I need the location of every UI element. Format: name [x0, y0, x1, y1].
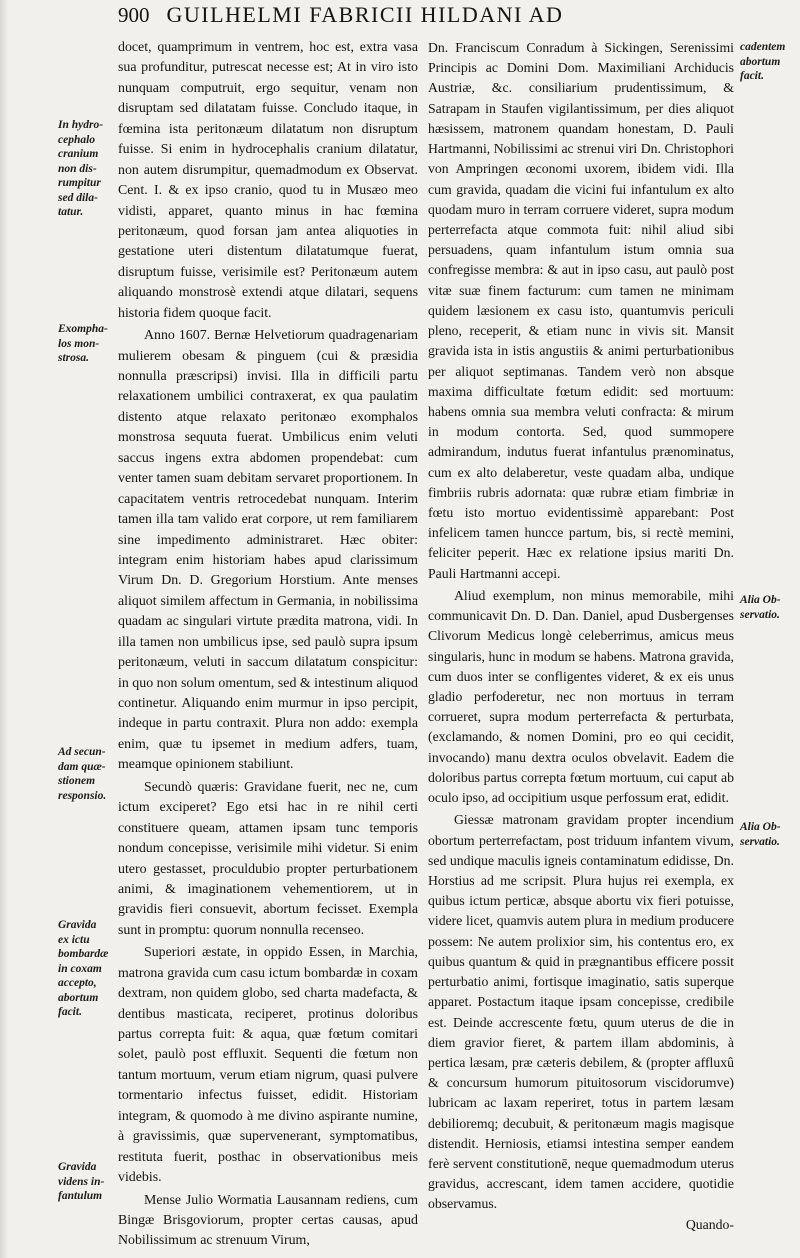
right-text-column — [428, 38, 734, 1235]
paragraph: Anno 1607. Bernæ Helvetiorum quadragenariam mulierem obesam & pinguem (cui & præsidia nonnulla præscripsi) invisi. Illa in difficili partu relaxationem umbilici contraxerat, ex qua paulatim distento atque relaxato peritonæo exomphalos monstrosa sequuta fuerat. Umbilicus enim veluti saccus ingens extra abdomen propendebat: cum venter tamen suam debitam servaret proportionem. In capacitatem ventris retrocedebat nunquam. Interim tamen illa tam valido erat corpore, ut rem familiarem sine impedimento administraret. Hæc obiter: integram enim historiam habes apud clarissimum Virum Dn. D. Gregorium Horstium. Ante menses aliquot similem affectum in Germania, in nobilissima quadam ac singulari virtute prædita matrona, vidi. In illa tamen non umbilicus ipse, sed paulò supra ipsum peritonæum, veluti in saccum dilatatum conspicitur: in quo non solum omentum, sed & intestinum aliquod continetur. Aliquando enim murmur in ipso percipit, indeque in partu contraxit. Plura non addo: exempla enim, quæ tu ipsemet in medium adfers, tuam, meamque opinionem stabiliunt. — [118, 328, 418, 773]
running-header — [118, 2, 758, 36]
margin-note-gravida-ictu: Gravida ex ictu bombardæ in coxam accepto, abortum facit. — [58, 919, 109, 1018]
margin-note-exomphalos: Exompha- los mon- strosa. — [58, 323, 108, 364]
paragraph: Dn. Franciscum Conradum à Sickingen, Serenissimi Principis ac Domini Dom. Maximiliani Archiducis Austriæ, &c. consiliarium prudentissimum, & Satrapam in Staufen vigilantissimum, per dies aliquot hæsissem, matronem quandam honestam, D. Pauli Hartmanni, Nobilissimi ac strenui viri Dn. Christophori von Ampringen œconomi uxorem, ibidem vidi. Illa cum gravida, quadam die vicini fui infantulum ex alto quodam muro in terram corruere videret, supra modum perterrefacta atque commota fuit: nihil aliud sibi persuadens, quam infantulum istum omnia sua confregisse membra: & aut in ipso casu, aut paulò post vitæ suæ finem facturum: cum tamen ne minimam quidem læsionem ex casu isto, quantumvis periculi pleno, receperit, & etiam nunc in vivis sit. Mansit gravida ista in istis angustiis & animi perturbationibus per aliquot septimanas. Tandem verò non absque maxima difficultate fœtum edidit: sed mortuum: habens omnia sua membra veluti confracta: & mirum in modum contorta. Sed, quod summopere admirandum, indutus fuerat infantulus prænominatus, cum ex alto delaberetur, veste quadam alba, undique fimbriis rubris adornata: quæ rubræ etiam fimbriæ in fœtu isto mortuo evidentissimè apparebant: Post infelicem tamen huncce partum, bis, si rectè memini, feliciter peperit. Hæc ex relatione ipsius mariti Dn. Pauli Hartmanni accepi. — [428, 40, 734, 581]
margin-note-abortum: cadentem abortum facit. — [740, 41, 786, 82]
running-title: GUILHELMI FABRICII HILDANI AD — [166, 2, 564, 27]
margin-note-responsio: Ad secun- dam quæ- stionem responsio. — [58, 746, 107, 802]
margin-note-alia-observatio-1: Alia Ob- servatio. — [740, 594, 781, 621]
catchword: Quando- — [685, 1216, 734, 1232]
left-text-column — [118, 38, 418, 1252]
page-number: 900 — [118, 3, 150, 27]
margin-note-hydrocephalo: In hydro- cephalo cranium non dis- rumpitur sed dila- tatur. — [58, 119, 104, 218]
paragraph: Giessæ matronam gravidam propter incendium obortum perterrefactam, post triduum infantem vivum, sed undique maculis igneis contaminatum edidisse, Dn. Horstius ad me scripsit. Plura hujus rei exempla, ex quibus ictum perticæ, absque abortu vix fieri potuisse, videre licet, quamvis autem plura in medium producere possem: Ne autem prolixior sim, his contentus ero, ex quibus quantum & quid in prægnantibus efficere possit perturbatio animi, fortisque imaginatio, satis superque apparet. Postactum itaque ipsam concepisse, credibile est. Deinde accrescente fœtu, quum uterus de die in diem gravior fieret, & partem illam abdominis, à pertica læsam, præ cæteris debilem, & (propter affluxû & concursum humorum pituitosorum viscidorumve) lubricam ac laxam reperiret, totus in partem læsam debilioremq; decubuit, & peritonæum magis magisque distendit. Herniosis, etiamsi intestina semper eandem ferè servent constitutionē, neque quemadmodum uterus gravidus, accrescant, idem tamen accidere, quotidie observamus. — [428, 812, 734, 1212]
paragraph: Secundò quæris: Gravidane fuerit, nec ne, cum ictum exciperet? Ego etsi hac in re nihil certi constituere queam, attamen ipsam tunc temporis nondum concepisse, verisimile mihi videtur. Si enim utero gestasset, proculdubio propter perturbationem animi, & imaginationem vehementiorem, ut in gravidis fieri consuevit, abortum fecisset. Exempla sunt in promptu: quorum nonnulla recenseo. — [118, 779, 418, 938]
margin-note-gravida-videns: Gravida videns in- fantulum — [58, 1161, 105, 1202]
paragraph: docet, quamprimum in ventrem, hoc est, extra vasa sua profunditur, putrescat necesse est; At in viro isto nunquam computruit, ergo sequitur, venam non disruptam sed dilatatam fuisse. Concludo itaque, in fœmina ista peritonæum dilatatum non disruptum fuisse. Si enim in hydrocephalis cranium dilatatur, non autem disrumpitur, quemadmodum ex Observat. Cent. I. & ex ipso cranio, quod tu in Musæo meo vidisti, apparet, quanto minus in hac fœmina peritonæum, quod forsan jam antea aliquoties in gestatione uteri distentum dilatatumque fuerat, disruptum fuisse, verisimile est? Peritonæum autem aliquando monstrosè extendi atque dilatari, sequens historia fidem quoque facit. — [118, 40, 418, 321]
page-gutter-shadow — [0, 0, 8, 1258]
paragraph: Aliud exemplum, non minus memorabile, mihi communicavit Dn. D. Dan. Daniel, apud Dusbergenses Clivorum Medicus longè celeberrimus, amicus meus singularis, hunc in modum se habens. Matrona gravida, cum duos inter se confligentes videret, & ex eis unus gladio perfoderetur, nec non mortuus in terram corrueret, supra modum perterrefacta & perturbata, (exclamando, & nomen Domini, pro eo qui cecidit, invocando) manu dextra oculos obvelavit. Eadem die doloribus partus correpta fœtum mortuum, cui caput ab oculo ipso, ad occipitium usque perfossum erat, edidit. — [428, 587, 734, 806]
paragraph: Superiori æstate, in oppido Essen, in Marchia, matrona gravida cum casu ictum bombardæ in coxam dextram, non quidem globo, sed charta madefacta, & dentibus masticata, reciperet, protinus doloribus partus correpta fuit: & aqua, quæ fœtum comitari solet, paulò post effluxit. Sequenti die fœtum non tantum mortuum, verum etiam nigrum, quasi pulvere tormentario infectus fuisset, edidit. Historiam integram, & quomodo à me divino aspirante numine, à gravissimis, quæ supervenerant, symptomatibus, restituta fuerit, posthac in observationibus meis videbis. — [118, 945, 418, 1186]
paragraph: Mense Julio Wormatia Lausannam rediens, cum Bingæ Brisgoviorum, propter certas causas, apud Nobilissimum ac strenuum Virum, — [118, 1192, 418, 1249]
margin-note-alia-observatio-2: Alia Ob- servatio. — [740, 821, 781, 848]
